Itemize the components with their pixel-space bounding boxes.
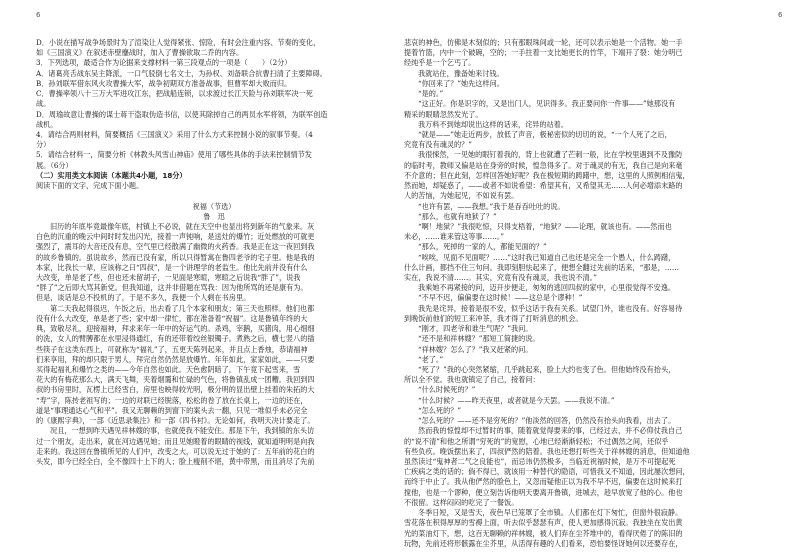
left-column-line: 如《三国演义》在叙述赤壁鏖战时，加入了曹操欲取二乔的内容。 <box>36 48 244 58</box>
left-column-line: 5．请结合材料一，简要分析《林教头风雪山神庙》使用了哪些具体的手法来控制情节发 <box>36 150 312 160</box>
right-column-line: “什么时候？——昨天夜里，或者就是今天罢。——我说不清。” <box>418 395 615 405</box>
right-column-line: 到晚饭前他们的短工来冲茶，我才得了打听消息的机会。 <box>404 313 583 323</box>
right-column-line: “死了？”我的心突然紧缩，几乎跳起来，脸上大约也变了色。但他始终没有抬头， <box>418 365 676 374</box>
left-column-line: 走来的。我这回在鲁镇所见的人们中，改变之大，可以说无过于她的了：五年前的花白的 <box>36 446 315 456</box>
left-column-line: B．孙刘联军借东风火攻曹操大军，战争初期双方准备战事，但曹军却大败而归。 <box>36 78 292 88</box>
left-column-line: 祝福（节选） <box>192 201 236 211</box>
right-column-line: 光的菜油灯下，想，这百无聊赖的祥林嫂，被人们弃在尘芥堆中的，看得厌倦了的陈旧的 <box>404 528 683 538</box>
left-column-line: 第二天我起得很迟，午饭之后，出去看了几个本家和朋友；第三天也照样。他们也都 <box>50 303 315 313</box>
right-column-line: 我先是诧异，接着是很不安，似乎这话于我有关系。试望门外，谁也没有。好容易待 <box>418 303 683 313</box>
right-column-line: 人的苦恼，为她起见，不如说有罢。 <box>404 191 519 201</box>
left-column-line: 本家，比我长一辈，应该称之曰“四叔”，是一个讲理学的老监生。他比先前并没有什么 <box>36 262 308 272</box>
left-column-line: 分） <box>36 140 51 150</box>
right-column-line: 经纯乎是一个乞丐了。 <box>404 58 476 68</box>
right-column-line: 的临时考，教师又偏是站在身旁的时候，惶急得多了。对于魂灵的有无，我自己是向来毫 <box>404 160 683 170</box>
right-column-line: 提着竹篮，内中一个破碗，空的；一手拄着一支比她更长的竹竿，下端开了裂：她分明已 <box>404 48 683 58</box>
left-column-line: 典，致敬尽礼，迎接福神，拜求来年一年中的好运气的。杀鸡，宰鹅，买猪肉，用心细细 <box>36 324 315 334</box>
left-column-line: 过一个朋友，走出来，就在河边遇见她；而且见她瞪着的眼睛的视线，就知道明明是向我 <box>36 436 315 446</box>
left-column-line: （二）实用类文本阅读（本题共4小题，18分） <box>36 170 187 180</box>
right-column-line: 有些负疚。晚饭摆出来了，四叔俨然的陪着。我也还想打听些关于祥林嫂的消息，但知道他 <box>404 446 690 456</box>
left-column-line: 买得起福礼和爆竹之类的——今年自然也如此。天色愈阴暗了，下午竟下起雪来，雪 <box>36 365 301 374</box>
right-column <box>404 38 760 550</box>
left-column-line: 大改变，单是老了些，但也还未留胡子，一见面是寒暄，寒暄之后说我“胖了”，说我 <box>36 273 301 283</box>
left-column-line: A．诸葛亮舌战东吴主降派，一口气驳倒七名文士，为孙权、刘备联合抗曹扫清了主要障碍。 <box>36 68 327 78</box>
right-column-line: “是的。” <box>418 89 444 99</box>
right-column-line: 不很留。这样闷闷的吃完了一餐饭。 <box>404 497 519 507</box>
left-column-line: 4．请结合两则材料，简要概括《三国演义》采用了什么方式来控制小说的叙事节奏。（4 <box>36 129 313 139</box>
right-column-line: “这正好。你是识字的，又是出门人，见识得多。我正要问你一件事——”她那没有 <box>418 99 676 109</box>
left-column-line: 头发，即今已经全白，全不像四十上下的人；脸上瘦削不堪，黄中带黑，而且消尽了先前 <box>36 456 315 466</box>
left-column-line: “寿”字，陈抟老祖写的；一边的对联已经脱落，松松的卷了放在长桌上，一边的还在， <box>36 395 308 405</box>
right-column-line: 悲哀的神色，仿佛是木刻似的；只有那眼珠间或一轮，还可以表示她是一个活物。她一手 <box>404 38 683 47</box>
right-column-line: 的“说不清”和他之所谓“穷死的”的宽慰，心地已经渐渐轻松；不过偶然之间，还似乎 <box>404 436 669 446</box>
right-column-line: 冬季日短，又是雪天，夜色早已笼罩了全市镇。人们都在灯下匆忙，但窗外很寂静。 <box>418 508 683 518</box>
right-column-line: 什么计画，都挡不住三句问。我即刻胆怯起来了，便想全翻过先前的话来，“那是，…… <box>404 262 679 272</box>
left-column-line: D．小说在描写战争场景时为了渲染让人觉得紧张、惊险，有时会注重内容、节奏的变化， <box>36 38 321 47</box>
left-column-line: 战。 <box>36 99 51 109</box>
left-column-line: 的洗，女人的臂膊都在水里浸得通红，有的还带着绞丝银镯子。煮熟之后，横七竖八的插 <box>36 334 315 344</box>
left-column-line: 强烈了，震耳的大音还没有息，空气里已经散满了幽微的火药香。我是正在这一夜回到我 <box>36 242 315 252</box>
left-column <box>36 38 392 550</box>
left-column-line: C．曹操率领八十三万大军进攻江东，把战船连锁，以求渡过长江天险与孙刘联军决一死 <box>36 89 313 99</box>
right-column-line: 我万料不到她却说出这样的话来，诧异的站着。 <box>418 119 568 129</box>
left-column-line: 些筷子在这类东西上，可就称为“福礼”了，五更天陈列起来，并且点上香烛，恭请福神 <box>36 344 308 354</box>
right-column-line: “啊！地狱？”我很吃惊，只得支梧着，“地狱？——论理，就该也有。——然而也 <box>418 221 672 231</box>
right-column-line: 而终于中止了。我从他俨然的脸色上，又忽而疑他正以为我不早不迟，偏要在这时候来打 <box>404 477 683 487</box>
left-column-line: 花大的有梅花那么大，满天飞舞，夹着烟霭和忙碌的气色，将鲁镇乱成一团糟。我回到四 <box>36 375 315 385</box>
right-column-line: “还不是和祥林嫂？”那短工简捷的说。 <box>418 334 540 344</box>
right-column-line: 虽然读过“鬼神者二气之良能也”，而忌讳仍然极多，当临近祝福时候，是万不可提起死 <box>404 456 676 466</box>
left-column-line: 战机。 <box>36 119 58 129</box>
left-column-line: 况且，一想到昨天遇见祥林嫂的事，也就使我不能安住。那是下午，我到镇的东头访 <box>50 426 315 436</box>
left-column-line: 鲁 迅 <box>203 211 225 221</box>
right-column-line: “什么时候死的？” <box>418 385 476 395</box>
right-column-line: 究竟有没有魂灵的？” <box>404 140 472 150</box>
right-column-line: 所以全不觉。我也就镇定了自己，接着问： <box>404 375 540 385</box>
left-column-line: 旧历的年底毕竟最像年底，村镇上不必说，就在天空中也显出将到新年的气象来。灰 <box>50 221 315 231</box>
left-column-line: 们来享用，拜的却只限于男人，拜完自然仍然是放爆竹。年年如此，家家如此，——只要 <box>36 354 315 364</box>
right-column-line: “刚才，四老爷和谁生气呢？”我问。 <box>418 324 533 334</box>
left-column-line: 3．下列选项，最适合作为论据来支撑材料一第三段观点的一项是（ ）（2分） <box>36 58 292 68</box>
right-column-line: 未必，……谁来管这等事……。” <box>404 232 505 242</box>
right-column-line: 我就站住，豫备她来讨钱。 <box>418 68 504 78</box>
right-column-line: 玩物，先前还将形骸露在尘芥里，从活得有趣的人们看来，恐怕要怪讶她何以还要存在， <box>404 538 683 548</box>
right-column-line: “就是——”她走近两步，放低了声音，极秘密似的切切的说，“一个人死了之后， <box>418 129 672 139</box>
page-number-right: 6 <box>778 11 783 19</box>
left-column-line: 的《康熙字典》，一部《近思录集注》和一部《四书衬》。无论如何，我明天决计要走了。 <box>36 416 315 426</box>
left-column-line: “胖了”之后即大骂其新党。但我知道，这并非借题在骂我：因为他所骂的还是康有为。 <box>36 283 308 293</box>
left-column-line <box>36 191 392 201</box>
right-column-line: “也许有罢，——我想。”我于是吞吞吐吐的说。 <box>418 201 565 211</box>
right-column-line: “唉唉，见面不见面呢？……”这时我已知道自己也还是完全一个愚人，什么踌躇， <box>418 252 676 262</box>
right-column-line: “不早不迟，偏偏要在这时候！——这总是个谬种！” <box>418 293 583 303</box>
right-column-line: 亡疾病之类的话的；倘不得已，就该用一种替代的隐语，可惜我又不知道，因此屡次想问， <box>404 467 690 477</box>
right-column-line: 然而我的惊惶却不过暂时的事，随着就觉得要来的事，已经过去，并不必仰仗我自己 <box>418 426 683 436</box>
left-column-line: 叔的书房里时，瓦楞上已经雪白，房里也映得较光明，极分明的显出壁上挂着的朱拓的大 <box>36 385 315 395</box>
right-column-line: 雪花落在积得厚厚的雪褥上面，听去似乎瑟瑟有声，使人更加感得沉寂。我独坐在发出黄 <box>404 518 683 528</box>
right-column-line: 我乘她不再紧接的问，迈开步便走，匆匆的逃回四叔的家中，心里很觉得不安逸。 <box>418 283 676 293</box>
page-number-left: 6 <box>36 11 41 19</box>
right-column-line: 然而她，却疑惑了，——或者不如说希望：希望其有，又希望其无……人何必增添末路的 <box>404 181 683 191</box>
right-column-line: 精采的眼睛忽然发光了。 <box>404 109 483 119</box>
left-column-line: D．周瑜故意让曹操的谋士蒋干盗取伪造书信，以使其除掉自己的两员水军将领，为联军创造 <box>36 109 328 119</box>
right-column-line: 不介意的；但在此刻，怎样回答她好呢？我在极短期的踌躇中，想，这里的人照例相信鬼， <box>404 170 690 180</box>
left-column-line: 阅读下面的文字，完成下面小题。 <box>36 181 144 191</box>
left-column-line: 道是“事理通达心气和平”。我又无聊赖的到窗下的案头去一翻，只见一堆似乎未必完全 <box>36 405 308 415</box>
right-column-line: “你回来了？”她先这样问。 <box>418 78 504 88</box>
right-column-line: 我很悚然，一见她的眼钉着我的，背上也就遭了芒刺一般，比在学校里遇到不及豫防 <box>418 150 683 160</box>
right-column-line: 搅他，也是一个谬种，便立刻告诉他明天要离开鲁镇，进城去，趁早放宽了他的心。他也 <box>404 487 683 497</box>
right-column-line: “祥林嫂？怎么了？”我又赶紧的问。 <box>418 344 533 354</box>
right-column-line: “老了。” <box>418 354 444 364</box>
left-column-line: 白色的沉重的晚云中间时时发出闪光，接着一声钝响，是送灶的爆竹；近处燃放的可就更 <box>36 232 315 242</box>
left-column-line: 没有什么大改变，单是老了些；家中却一律忙，都在准备着“祝福”。这是鲁镇年终的大 <box>36 313 308 323</box>
left-column-line: 展。（6分） <box>36 160 73 170</box>
right-column-line: “那么，死掉的一家的人，都能见面的？” <box>418 242 547 252</box>
right-column-line: “怎么死的？” <box>418 405 462 415</box>
right-column-line: “怎么死的？——还不是穷死的？”他淡然的回答，仍然没有抬头向我看，出去了。 <box>418 416 676 426</box>
right-column-line: 实在，我说不清……。其实，究竟有没有魂灵，我也说不清。” <box>404 273 597 283</box>
right-column-line: “那么，也就有地狱了？” <box>418 211 497 221</box>
left-column-line: 的故乡鲁镇的。虽说故乡，然而已没有家，所以只得暂寓在鲁四老爷的宅子里。他是我的 <box>36 252 315 262</box>
left-column-line: 但是，谈话是总不投机的了，于是不多久，我便一个人剩在书房里。 <box>36 293 251 303</box>
